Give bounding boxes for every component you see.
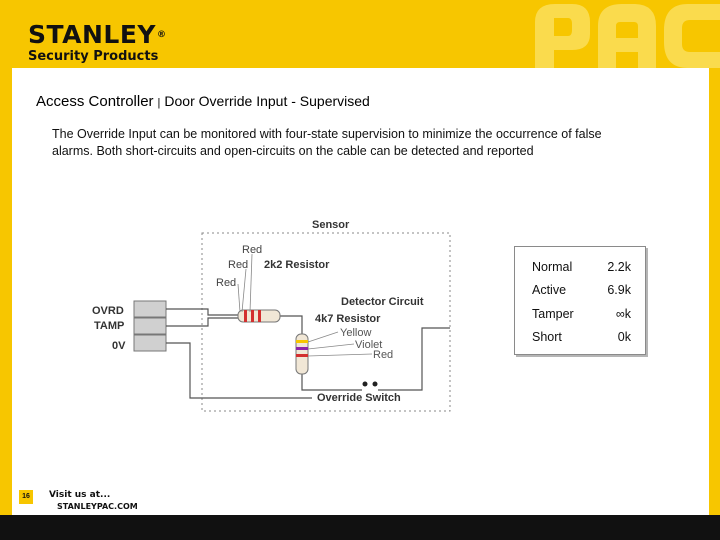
terminal-block	[134, 301, 166, 351]
state-name: Active	[532, 283, 567, 297]
brand-tagline: Security Products	[28, 49, 159, 64]
state-name: Short	[532, 330, 562, 344]
state-value: 2.2k	[607, 260, 631, 274]
visit-text: Visit us at...	[49, 490, 111, 500]
terminal-ovrd: OVRD	[92, 305, 124, 317]
resistor-2k2	[238, 310, 280, 322]
state-row	[515, 327, 645, 347]
state-row	[515, 304, 645, 324]
band-label-red: Red	[373, 349, 394, 361]
terminal-tamp: TAMP	[94, 320, 125, 332]
wire-label-red-1: Red	[242, 244, 263, 256]
state-name: Tamper	[532, 307, 574, 321]
state-value: 6.9k	[607, 283, 631, 297]
title-subtitle: Door Override Input - Supervised	[164, 93, 370, 109]
visit-us	[49, 490, 138, 512]
state-value: ∞k	[615, 307, 631, 321]
sensor-label: Sensor	[312, 219, 350, 231]
wire-label-red-3: Red	[216, 277, 237, 289]
wire-label-red-2: Red	[228, 259, 249, 271]
header-band	[0, 0, 720, 68]
page-number: 16	[19, 490, 33, 504]
band-label-violet: Violet	[355, 339, 383, 351]
state-row	[515, 257, 645, 277]
resistor-4k7	[296, 334, 308, 374]
label-detector-circuit: Detector Circuit	[341, 296, 424, 308]
footer-bar	[0, 515, 720, 540]
title-separator: |	[157, 97, 161, 109]
registered-mark: ®	[157, 30, 167, 40]
content-panel	[12, 68, 709, 515]
title-main: Access Controller	[36, 93, 154, 110]
override-switch	[363, 382, 378, 387]
website-url[interactable]: STANLEYPAC.COM	[57, 502, 138, 511]
state-value: 0k	[617, 330, 631, 344]
brand-name: STANLEY	[28, 20, 156, 49]
state-name: Normal	[532, 260, 573, 274]
slide-description: The Override Input can be monitored with four-state supervision to minimize the occurrence of false alarms. Both short-circuits and open-circuits on the cable can be detected and reported	[52, 127, 602, 158]
pac-watermark-logo	[530, 0, 720, 68]
band-label-yellow: Yellow	[340, 327, 372, 339]
stanley-logo	[28, 22, 167, 65]
label-2k2-resistor: 2k2 Resistor	[264, 259, 330, 271]
label-override-switch: Override Switch	[317, 392, 401, 404]
label-4k7-resistor: 4k7 Resistor	[315, 313, 381, 325]
state-row	[515, 280, 645, 300]
states-table	[514, 246, 646, 355]
terminal-0v: 0V	[112, 340, 126, 352]
